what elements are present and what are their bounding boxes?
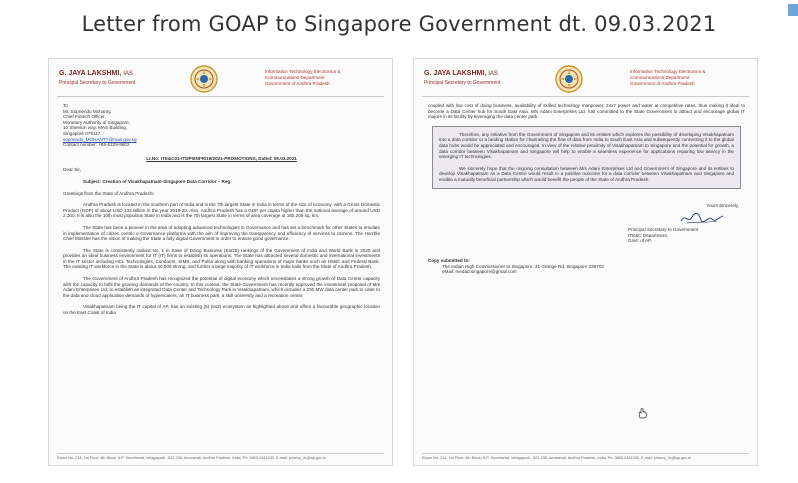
address-line: To: [63, 103, 68, 108]
letterhead-suffix: IAS: [488, 71, 498, 77]
state-emblem-icon: [189, 64, 219, 94]
letterhead-department: [265, 69, 390, 87]
copy-email: eMail: medad.singapore@gmail.com: [442, 269, 517, 275]
letterhead-name: G. JAYA LAKSHMI, IAS: [59, 70, 133, 77]
paragraph: coupled with low cost of doing business, availability of skilled technology manpower, 24x7 power and water at competitive rates, thus making it ideal to become a Data Center hub for South East Asia. M/s Adani Enterprises Ltd. has committed to the State Government to attract and encourage global IT majors in its facility by leveraging the data center park.: [428, 103, 745, 120]
letter-body-2: [414, 97, 757, 275]
salutation: Dear Sir,: [63, 167, 81, 173]
letterhead-role: Principal Secretary to Government: [59, 80, 136, 86]
dept-line: Government of Andhra Pradesh: [265, 81, 330, 86]
dept-line: Government of Andhra Pradesh: [630, 81, 695, 86]
page-footer: Room No. 214, 1st Floor, 4th Block, A.P. Secretariat, Velagapudi - 522 238, Amaravati, Andhra Pradesh, India. Ph: 0863-2441030, E-mail: prlsecy_itc@ap.gov.in: [57, 453, 384, 461]
letterhead-department: [630, 69, 755, 87]
address-line: Contact number: +65-6229-9602: [63, 142, 130, 148]
letter-page-1: [48, 58, 393, 466]
letterhead: [57, 63, 384, 97]
letter-page-2: [413, 58, 758, 466]
dept-line: Communications Department: [265, 75, 325, 80]
highlighted-box: [432, 126, 741, 189]
signature-block: [628, 227, 745, 244]
letterhead-name-text: G. JAYA LAKSHMI: [424, 70, 485, 77]
dept-line: Communications Department: [630, 75, 690, 80]
page-footer: Room No. 214, 1st Floor, 4th Block, A.P. Secretariat, Velagapudi - 522 238, Amaravati, Andhra Pradesh, India. Ph: 0863-2441030, E-mail: prlsecy_itc@ap.gov.in: [422, 453, 749, 461]
signature-line: ITE&C Department,: [628, 232, 669, 238]
signature-line: Principal Secretary to Government: [628, 227, 699, 233]
paragraph: The State is consistently ranked No. 1 in Ease of Doing Business (EoDB) rankings of the Government of India and World Bank in 2020 and provides an ideal business environment for IT (IT) firms to establish its operations. The State has attracted several domestic and international investments in the IT sector including HCL Technologies, Conduent, SIMS, and Pulsa along with banking operations of major banks such as HSBC and Federal Bank. The existing IT workforce in the State is about 40,000 strong, and further a large majority of IT workforce in India hails from the State of Andhra Pradesh.: [63, 247, 380, 270]
paragraph: The Government of Andhra Pradesh has recognized the potential of digital economy which necessitates a strong growth of Data Center capacity with the capacity to fulfil the growing demands of the country. In this context, the State Government has recently approved the investment proposal of M/s Adani Enterprises Ltd. to establish an integrated Data Center and Technology Park in Visakhapatnam, which includes a 200 MW data center park to cater to the data and cloud application demands of hyperscalers, an IT business park, a skill university and a recreation center.: [63, 276, 380, 298]
state-emblem-icon: [554, 64, 584, 94]
letterhead-name: G. JAYA LAKSHMI, IAS: [424, 70, 498, 77]
signoff: Yours Sincerely,: [706, 202, 739, 208]
dept-line: Information Technology Electronics &: [630, 69, 706, 74]
address-email: sopnendu_MOHANTY@mas.gov.sg: [63, 136, 137, 142]
paragraph: We sincerely hope that the ongoing consultation between M/s Adani Enterprises Ltd and Government of Singapore and its entities to develop Visakhapatnam as a Data Centre would result in a positive outcome for a data corridor between Visakhapatnam and Singapore and enable a mutually beneficial partnership which would benefit the people of the State of Andhra Pradesh.: [439, 165, 734, 182]
paragraph: Andhra Pradesh is located in the southern part of India and is the 7th largest State in India in terms of the size of economy, with a Gross Domestic Product (GDP) of about USD 133 Billion in the year 2019-20. Also, Andhra Pradesh has a GDP per capita higher than the national average of around USD 2,300. It is also the 10th most populous State in India and is the 7th largest State in terms of area coverage at 160,205 sq. km.: [63, 202, 380, 219]
address-line: Singapore 079117.: [63, 130, 102, 136]
letterhead-name-text: G. JAYA LAKSHMI: [59, 70, 120, 77]
recipient-address: [63, 103, 380, 148]
paragraph: The State has been a pioneer in the area of adopting advanced technologies in Governance and has set a benchmark for other States to emulate in implementation of citizen centric e-Governance platforms with the aim of improving the transparency and efficiency of services to citizens. The Hon'ble Chief Minister has the vision of making the State a fully digital Government in order to ensure good governance.: [63, 224, 380, 242]
address-line: Monetary Authority of Singapore,: [63, 119, 130, 125]
letterhead-role: Principal Secretary to Government: [424, 80, 501, 86]
letterhead: [422, 63, 749, 97]
paragraph: Therefore, any initiative from the Government of Singapore and its entities which explores the possibility of developing Visakhapatnam into a data corridor or a landing station for channeling the flow of data from India to South East Asia and subsequently connecting it to the global data hubs would be appreciated and encouraged. In view of the relative proximity of Visakhapatnam to Singapore and the potential for growth, a data corridor between Visakhapatnam and Singapore will help to enable a seamless experience for applications requiring low latency in the emerging IT technologies.: [439, 131, 734, 160]
dept-line: Information Technology Electronics &: [265, 69, 341, 74]
signature-line: Govt. of AP.: [628, 238, 652, 244]
letter-body-1: [49, 97, 392, 316]
hand-cursor-icon: [636, 407, 648, 419]
address-line: Chief Fintech Officer,: [63, 114, 106, 120]
greeting: Greetings from the State of Andhra Pradesh!: [63, 190, 154, 196]
address-line: Mr. Sopnendu Mohanty,: [63, 108, 112, 114]
letter-reference: Lr.No: ITE&C01-ITDP0INFR/19/2021-PROMOTIONS, Dated: 09.03.2021: [146, 155, 297, 161]
paragraph: Visakhapatnam being the IT capital of AP, has an existing (5) (5x3) ecosystem as highlighted above and offers a favourable geographic location on the East Coast of India: [63, 304, 380, 316]
copy-recipient: The Indian High Commissioner to Singapore, 31 Grange Rd, Singapore 239702: [442, 263, 604, 269]
slide-title: Letter from GOAP to Singapore Government dt. 09.03.2021: [81, 12, 717, 36]
copy-submitted-heading: Copy submitted to:: [428, 257, 470, 263]
corner-mark: [788, 4, 798, 16]
signature-icon: [679, 211, 725, 225]
letter-subject: Subject: Creation of Visakhapatnam-Singapore Data Corridor – Reg.: [83, 178, 232, 184]
address-line: 10 Shenton way, MAS Building,: [63, 125, 128, 131]
letterhead-suffix: IAS: [123, 71, 133, 77]
